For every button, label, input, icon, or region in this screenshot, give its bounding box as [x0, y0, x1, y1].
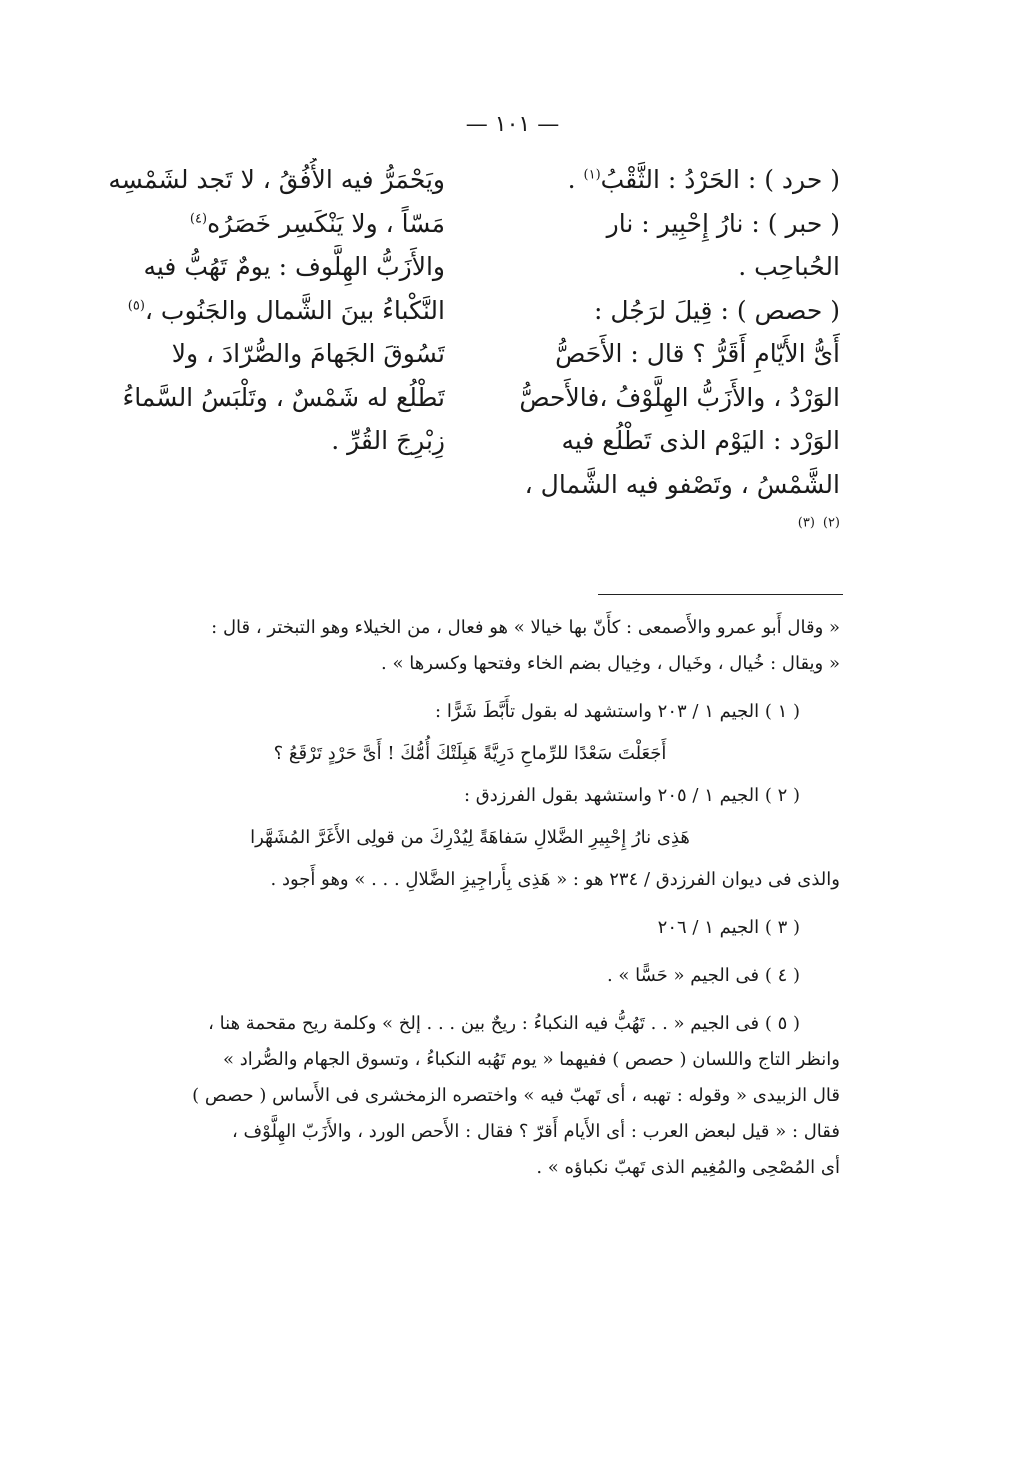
footnote-line: قال الزبيدى « وقوله : تهبه ، أى تَهبّ فيه » واختصره الزمخشرى فى الأَساس ( حصص ) [192, 1085, 840, 1106]
text-line: تَطْلُع له شَمْسٌ ، وتَلْبَسُ السَّماءُ [122, 382, 445, 412]
text-line: أَىُّ الأَيّامِ أَقَرُّ ؟ قال : الأَحَصُّ [555, 339, 840, 368]
text-line: زِبْرِجَ القُرِّ . [331, 426, 445, 455]
text-line: ( حصص ) : قِيلَ لرَجُل : [593, 295, 840, 325]
footnote-line: « ويقال : خُيال ، وخَيال ، وخِيال بضم الخاء وفتحها وكسرها » . [381, 653, 840, 674]
page-number: — ١٠١ — [465, 112, 560, 137]
footnote-mark: (٣) [797, 515, 815, 531]
text-line: ( حرد ) : الحَرْدُ : الثَّقْبُ$^{(١)}$ . [567, 165, 840, 194]
text-line: ويَحْمَرُّ فيه الأُفُقُ ، لا تَجد لشَمْسِه [108, 165, 445, 194]
footnote-mark: (٤) [189, 211, 208, 227]
text-line: الوَرْد : اليَوْم الذى تَطْلُع فيه [561, 426, 840, 455]
footnote-2-verse: هَذِى نارُ إِحْبِيرِ الضَّلالِ سَفاهَةً لِيُدْرِكَ من قولِى الأَغَرَّ المُشَهَّرا [250, 827, 690, 848]
text-line: الوَرْدُ ، والأَزَبُّ الهِلَّوْفُ ،فالأَحصُّ [519, 382, 840, 412]
main-text [100, 158, 840, 578]
text-line: والأَزَبُّ الهِلَّوف : يومٌ تَهُبُّ فيه [143, 252, 445, 281]
text-line: الشَّمْسُ ، وتَصْفو فيه الشَّمال ، [524, 469, 840, 499]
text-line [495, 506, 840, 550]
footnote-line: أى المُصْحِى والمُغِيم الذى تَهبّ نكباؤه » . [536, 1157, 840, 1178]
right-column [495, 158, 840, 550]
text-line: ( حبر ) : نارُ إِحْبِير : نار [606, 208, 840, 238]
left-column [100, 158, 445, 463]
footnote-line: والذى فى ديوان الفرزدق / ٢٣٤ هو : « هَذِى بِأَراجِيزِ الضَّلالِ . . . » وهو أَجود . [270, 869, 840, 890]
text-line: تَسُوقَ الجَهامَ والصُّرّادَ ، ولا [171, 339, 445, 368]
footnote-5: ( ٥ ) فى الجيم « . . تَهُبُّ فيه النكباءُ : ريحٌ بين . . . إلخ » وكلمة ريح مقحمة هنا ، [208, 1013, 800, 1034]
text-line: مَسّاً ، ولا يَنْكَسِر خَصَرُه$^{(٤)}$ [189, 208, 445, 238]
footnote-1-verse: أَجَعَلْتَ سَعْدًا للرِّماحِ دَرِيَّةً هَبِلَتْكَ أُمُّكَ ! أَىَّ حَرْدٍ تَرْقَعُ ؟ [273, 743, 667, 764]
footnote-line: فقال : « قيل لبعض العرب : أى الأَيام أَقرّ ؟ فقال : الأَحص الورد ، والأَزَبّ الهِلَّوْف ، [231, 1121, 840, 1142]
text-line: النَّكْباءُ بينَ الشَّمال والجَنُوب ،$^{(٥)}$ [127, 295, 445, 325]
footnote-2: ( ٢ ) الجيم ١ / ٢٠٥ واستشهد بقول الفرزدق : [464, 785, 800, 806]
footnote-4: ( ٤ ) فى الجيم « حَسًّا » . [606, 965, 800, 986]
footnote-mark: (٥) [127, 298, 145, 314]
footnote-line: وانظر التاج واللسان ( حصص ) ففيهما « يوم تَهُبه النكباءُ ، وتسوق الجهام والصُّراد » [222, 1049, 840, 1070]
footnote-1: ( ١ ) الجيم ١ / ٢٠٣ واستشهد له بقول تأَبَّطَ شَرًّا : [435, 701, 800, 722]
text-line: الحُباحِب . [738, 252, 840, 281]
footnote-mark: (١) [583, 167, 601, 183]
footnote-3: ( ٣ ) الجيم ١ / ٢٠٦ [657, 917, 800, 938]
footnote-separator [598, 594, 843, 595]
footnote-line: « وقال أَبو عمرو والأَصمعى : كأَنّ بها خيالا » هو فعال ، من الخيلاء وهو التبختر ، قال : [211, 617, 840, 638]
footnote-mark: (٢) [822, 515, 840, 531]
footnotes [100, 610, 840, 1186]
